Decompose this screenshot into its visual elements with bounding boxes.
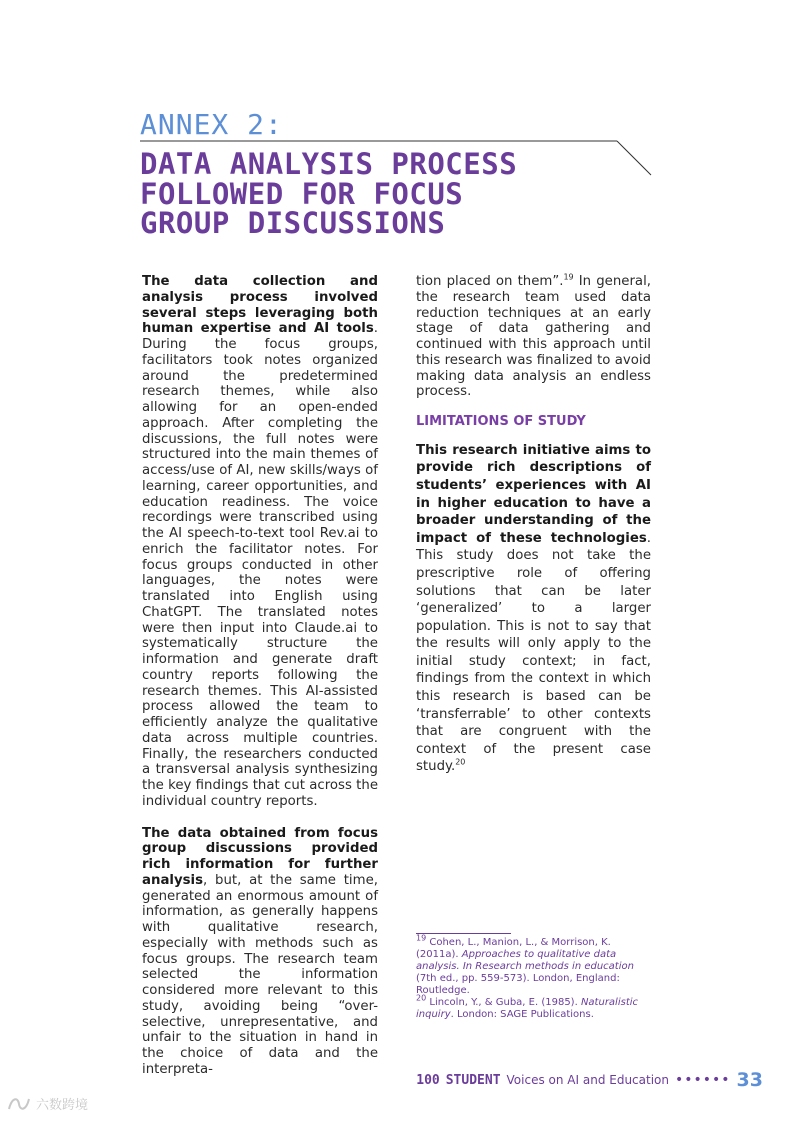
bold-lead: The data collection and analysis process involved several steps leveraging both human expertise and AI tools — [142, 274, 378, 337]
watermark — [6, 1094, 88, 1113]
footnote-item — [416, 933, 652, 997]
footnotes — [416, 933, 652, 1021]
page-footer — [416, 1069, 763, 1091]
body-text: tion placed on them”. — [416, 274, 564, 289]
section-heading-limitations: LIMITATIONS OF STUDY — [416, 414, 586, 429]
page-title — [140, 147, 610, 240]
footer-brand-word: STUDENT — [445, 1072, 501, 1088]
title-line: GROUP DISCUSSIONS — [140, 206, 446, 240]
paragraph-data-collection — [142, 274, 378, 810]
footnote-text: Cohen, L., Manion, L., & Morrison, K. (2011a). — [416, 937, 611, 960]
watermark-text: 六数跨境 — [36, 1098, 89, 1113]
left-column — [142, 274, 378, 1088]
footnote-italic: Approaches to qualitative data analysis. In Research methods in education — [416, 949, 634, 972]
footer-dots: •••••• — [675, 1072, 731, 1088]
right-column — [416, 274, 651, 786]
paragraph-continuation — [416, 274, 651, 400]
paragraph-data-obtained — [142, 826, 378, 1078]
body-text: . During the focus groups, facilitators took notes organized around the predetermined research themes, while also allowing for an open-ended approach. After completing the discussions, the full notes were structured into the main themes of access/use of AI, new skills/ways of learning, career opportunities, and education readiness. The voice recordings were transcribed using the AI speech-to-text tool Rev.ai to enrich the facilitator notes. For focus groups conducted in other languages, the notes were translated into English using ChatGPT. The translated notes were then input into Claude.ai to systematically structure the information and generate draft country reports following the research themes. This AI-assisted process allowed the team to efficiently analyze the qualitative data across multiple countries. Finally, the researchers conducted a transversal analysis synthesizing the key findings that cut across the individual country reports. — [142, 321, 378, 809]
paragraph-limitations — [416, 442, 651, 776]
watermark-logo-icon — [6, 1095, 32, 1113]
footnote-number: 20 — [416, 993, 427, 1003]
footnote-italic: Naturalistic inquiry — [416, 997, 639, 1020]
bold-lead: The data obtained from focus group discussions provided rich information for further analysis — [142, 825, 378, 888]
footer-subtitle: Voices on AI and Education — [506, 1073, 669, 1087]
body-text: In general, the research team used data reduction techniques at an early stage of data gathering and continued with this approach until this research was finalized to avoid making data analysis an endless process. — [416, 274, 651, 400]
body-text: . This study does not take the prescriptive role of offering solutions that can be later ‘generalized’ to a larger population. This is not to say that the results will only apply to the initial study context; in fact, findings from the context in which this research is based can be ‘transferrable’ to other contexts that are congruent with the context of the present case study. — [416, 530, 651, 775]
footnote-divider — [416, 933, 511, 934]
footer-brand-number: 100 — [416, 1072, 440, 1088]
footnote-ref: 19 — [563, 272, 574, 282]
footnote-ref: 20 — [455, 758, 466, 768]
footnote-text: (7th ed., pp. 559-573). London, England: Routledge. — [416, 973, 620, 996]
footnote-text: . London: SAGE Publications. — [450, 1009, 594, 1020]
body-text: , but, at the same time, generated an enormous amount of information, as generally happens with qualitative research, especially with methods such as focus groups. The research team selected the information considered more relevant to this study, avoiding being “over-selective, unrepresentative, and unfair to the situation in hand in the choice of data and the interpreta- — [142, 872, 378, 1077]
annex-label: ANNEX 2: — [140, 108, 283, 141]
title-line: DATA ANALYSIS PROCESS — [140, 147, 518, 181]
bold-lead: This research initiative aims to provide rich descriptions of students’ experiences with AI in higher education to have a broader understanding of the impact of these technologies — [416, 442, 651, 546]
footnote-number: 19 — [416, 933, 427, 943]
title-line: FOLLOWED FOR FOCUS — [140, 176, 464, 211]
footnote-item — [416, 993, 652, 1021]
page-number: 33 — [736, 1069, 763, 1091]
footnote-text: Lincoln, Y., & Guba, E. (1985). — [426, 997, 581, 1008]
